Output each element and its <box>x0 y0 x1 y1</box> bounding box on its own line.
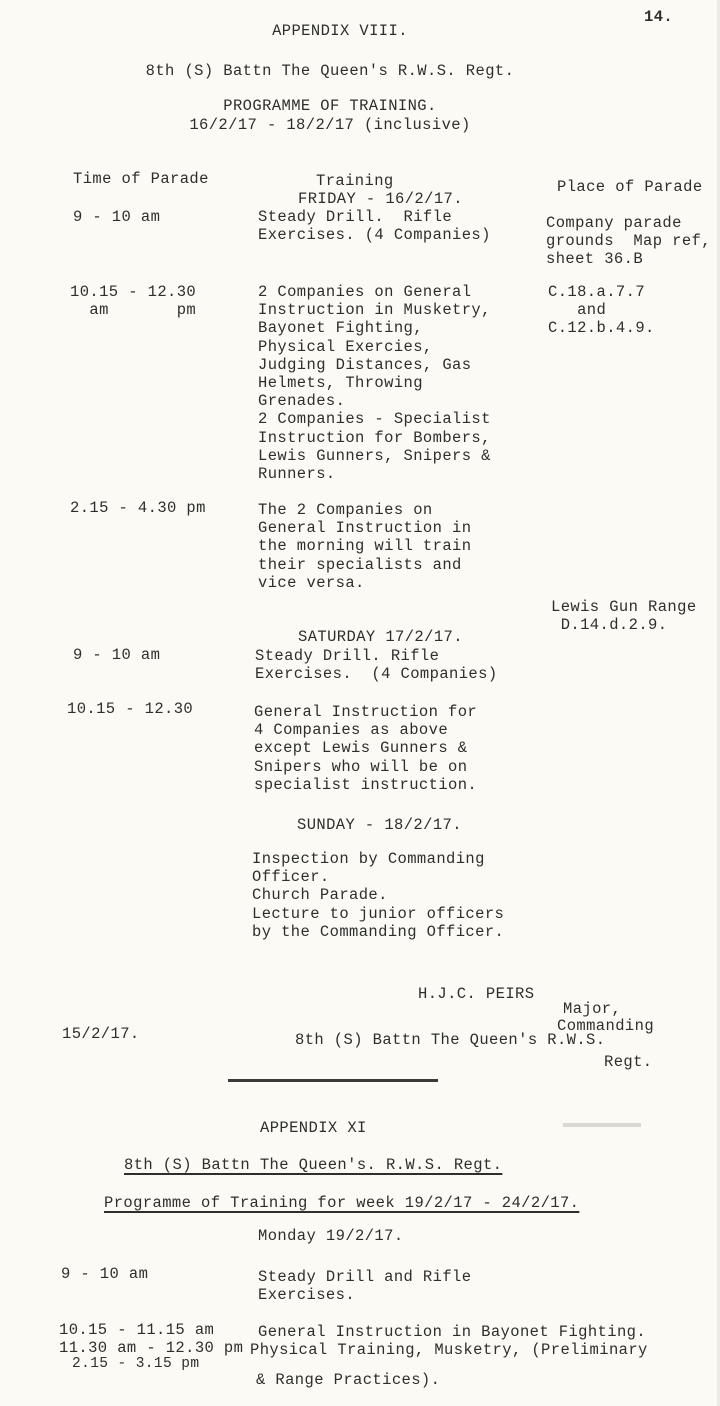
entry-time: 9 - 10 am <box>73 208 161 226</box>
entry-time: 11.30 am - 12.30 pm <box>59 1339 244 1357</box>
entry-training: Steady Drill and Rifle Exercises. <box>258 1268 472 1305</box>
signature-date: 15/2/17. <box>62 1025 140 1043</box>
entry-place: Company parade grounds Map ref, sheet 36.B <box>546 214 711 269</box>
entry-time: 9 - 10 am <box>73 646 161 664</box>
signature-rank: Major, <box>563 1000 622 1018</box>
appendix-viii-programme-title: PROGRAMME OF TRAINING. <box>223 97 437 115</box>
entry-training: Inspection by Commanding Officer. Church Parade. Lecture to junior officers by the Commanding Officer. <box>252 850 505 941</box>
entry-training: & Range Practices). <box>256 1371 441 1389</box>
entry-time: 2.15 - 4.30 pm <box>70 499 206 517</box>
entry-training: The 2 Companies on General Instruction in the morning will train their specialists and vice versa. <box>258 501 472 592</box>
column-header-place: Place of Parade <box>557 178 703 196</box>
signature-unit: 8th (S) Battn The Queen's R.W.S. <box>295 1031 606 1049</box>
appendix-viii-unit: 8th (S) Battn The Queen's R.W.S. Regt. <box>145 62 515 80</box>
entry-training: Physical Training, Musketry, (Preliminary <box>250 1341 648 1359</box>
column-header-training: Training <box>316 172 394 190</box>
entry-time: 10.15 - 12.30 am pm <box>70 283 197 320</box>
entry-training: General Instruction for 4 Companies as above except Lewis Gunners & Snipers who will be on specialist instruction. <box>254 703 478 794</box>
appendix-xi-unit: 8th (S) Battn The Queen's. R.W.S. Regt. <box>124 1156 503 1174</box>
entry-training: General Instruction in Bayonet Fighting. <box>258 1323 647 1341</box>
signature-unit-tail: Regt. <box>604 1053 653 1071</box>
entry-training: Steady Drill. Rifle Exercises. (4 Companies) <box>258 208 491 245</box>
smudge-mark <box>563 1123 641 1127</box>
signature-role: Commanding <box>557 1017 655 1035</box>
signature-name: H.J.C. PEIRS <box>418 985 535 1003</box>
appendix-xi-day-heading: Monday 19/2/17. <box>258 1227 404 1245</box>
entry-time: 2.15 - 3.15 pm <box>72 1356 200 1372</box>
appendix-viii-title: APPENDIX VIII. <box>272 22 408 40</box>
appendix-xi-programme-title: Programme of Training for week 19/2/17 - 24/2/17. <box>104 1194 580 1212</box>
page-number: 14. <box>644 8 674 26</box>
entry-place: Lewis Gun Range D.14.d.2.9. <box>551 598 697 635</box>
day-heading-friday: FRIDAY - 16/2/17. <box>298 190 463 208</box>
day-heading-saturday: SATURDAY 17/2/17. <box>298 628 463 646</box>
entry-training: Steady Drill. Rifle Exercises. (4 Companies) <box>255 647 498 684</box>
appendix-xi-title: APPENDIX XI <box>260 1119 367 1137</box>
section-divider <box>228 1079 438 1082</box>
entry-time: 10.15 - 12.30 <box>67 700 194 718</box>
entry-time: 10.15 - 11.15 am <box>59 1321 215 1339</box>
entry-time: 9 - 10 am <box>61 1265 149 1283</box>
entry-place: C.18.a.7.7 and C.12.b.4.9. <box>548 283 655 338</box>
day-heading-sunday: SUNDAY - 18/2/17. <box>297 816 462 834</box>
appendix-viii-date-range: 16/2/17 - 18/2/17 (inclusive) <box>189 116 471 134</box>
entry-training: 2 Companies on General Instruction in Musketry, Bayonet Fighting, Physical Exercies, Judging Distances, Gas Helmets, Throwing Grenades. 2 Companies - Specialist Instruction for Bombers, Lewis Gunners, Snipers & Runners. <box>258 283 491 484</box>
column-header-time: Time of Parade <box>73 170 209 188</box>
